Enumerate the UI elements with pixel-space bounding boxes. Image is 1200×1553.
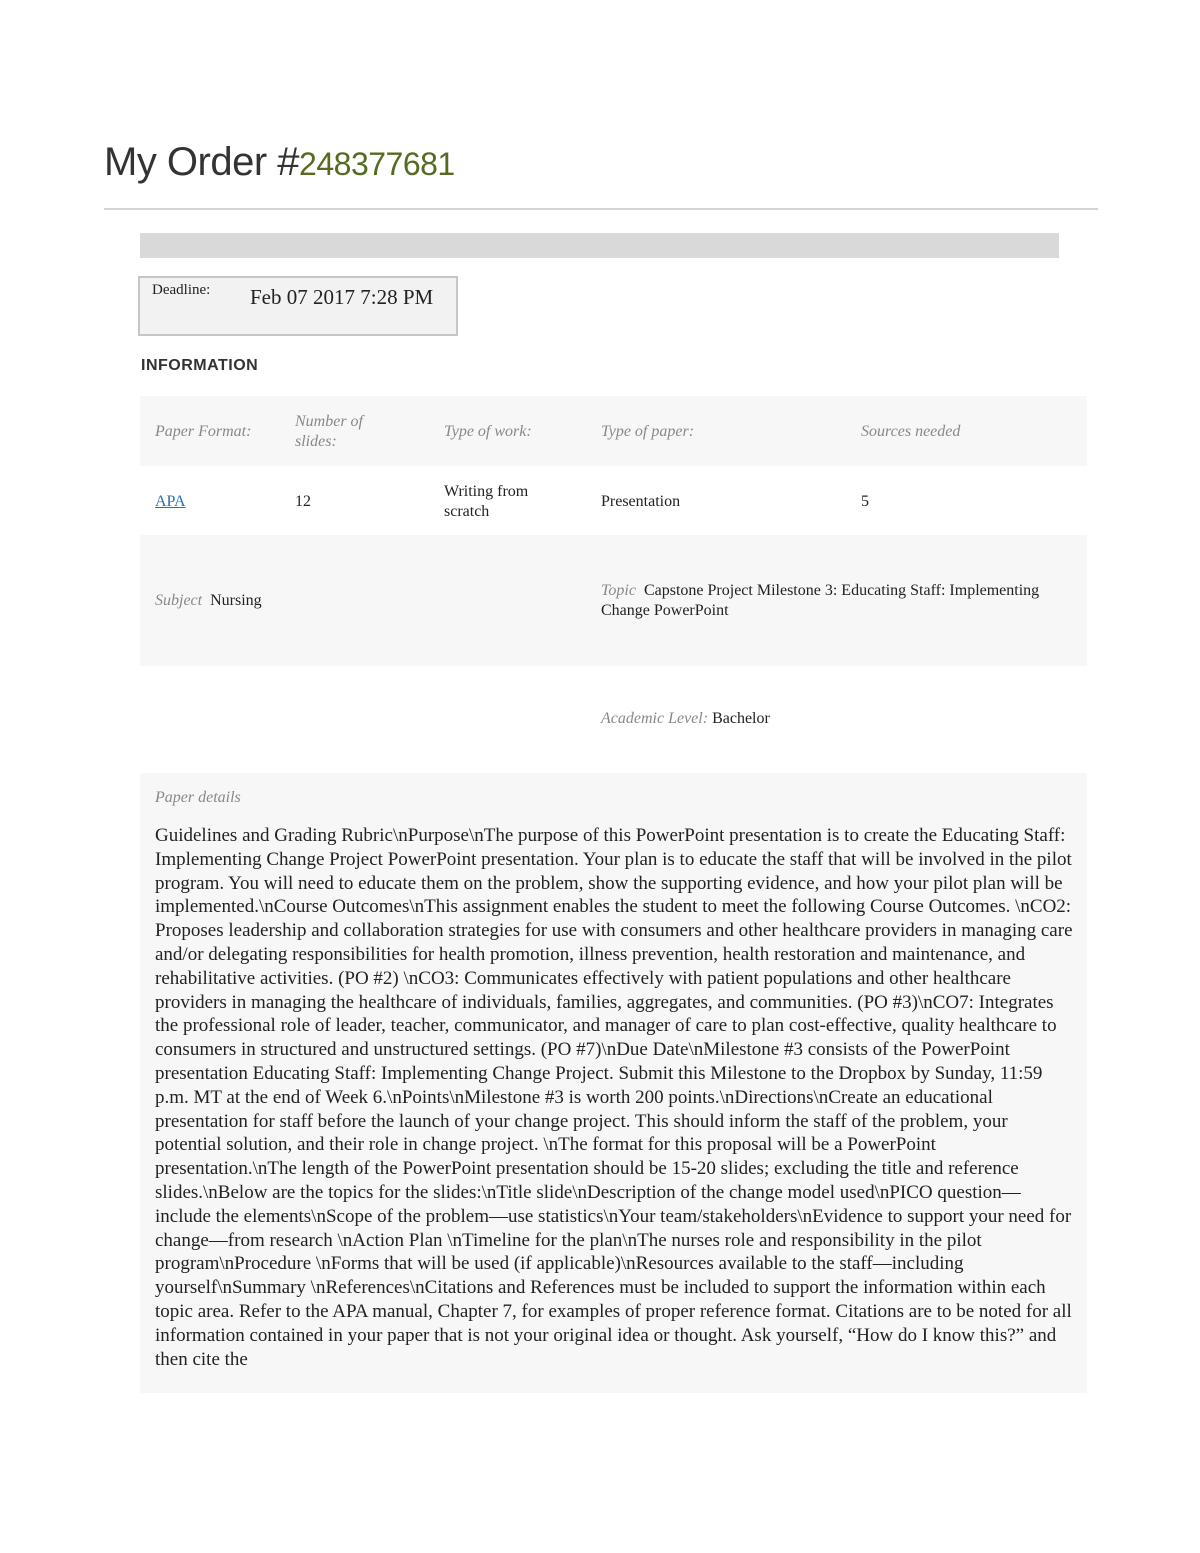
paper-details-box <box>140 773 1087 1393</box>
subject-label: Subject <box>155 592 203 609</box>
type-of-work-value: Writing from scratch <box>444 483 529 520</box>
topic-label: Topic <box>601 582 636 599</box>
type-of-paper-value: Presentation <box>601 493 681 510</box>
academic-level-field <box>601 709 770 729</box>
information-heading: INFORMATION <box>141 357 259 374</box>
academic-level-value: Bachelor <box>712 710 770 727</box>
type-of-paper-label: Type of paper: <box>601 423 695 440</box>
type-of-work-label: Type of work: <box>444 423 532 440</box>
deadline-box <box>138 276 458 336</box>
page-title <box>104 140 455 185</box>
number-of-slides-label: Number of slides: <box>295 413 363 450</box>
number-of-slides-value: 12 <box>295 493 311 510</box>
paper-details-text: Guidelines and Grading Rubric\nPurpose\nThe purpose of this PowerPoint presentation is to create the Educating Staff: Implementing Change Project PowerPoint presentation. Your plan is to educate the staff that will be involved in the pilot program. You will need to educate them on the problem, show the supporting evidence, and how your pilot plan will be implemented.\nCourse Outcomes\nThis assignment enables the student to meet the following Course Outcomes. \nCO2: Proposes leadership and collaboration strategies for use with consumers and other healthcare providers in managing care and/or delegating responsibilities for health promotion, illness prevention, health restoration and maintenance, and rehabilitative activities. (PO #2) \nCO3: Communicates effectively with patient populations and other healthcare providers in managing the healthcare of individuals, families, aggregates, and communities. (PO #3)\nCO7: Integrates the professional role of leader, teacher, communicator, and manager of care to plan cost-effective, quality healthcare to consumers in structured and unstructured settings. (PO #7)\nDue Date\nMilestone #3 consists of the PowerPoint presentation Educating Staff: Implementing Change Project. Submit this Milestone to the Dropbox by Sunday, 11:59 p.m. MT at the end of Week 6.\nPoints\nMilestone #3 is worth 200 points.\nDirections\nCreate an educational presentation for staff before the launch of your change project. This should inform the staff of the problem, your potential solution, and their role in change project. \nThe format for this proposal will be a PowerPoint presentation.\nThe length of the PowerPoint presentation should be 15-20 slides; excluding the title and reference slides.\nBelow are the topics for the slides:\nTitle slide\nDescription of the change model used\nPICO question—include the elements\nScope of the problem—use statistics\nYour team/stakeholders\nEvidence to support your need for change—from research \nAction Plan \nTimeline for the plan\nThe nurses role and responsibility in the pilot program\nProcedure \nForms that will be used (if applicable)\nResources available to the staff—including yourself\nSummary \nReferences\nCitations and References must be included to support the information within each topic area. Refer to the APA manual, Chapter 7, for examples of proper reference format. Citations are to be noted for all information contained in your paper that is not your original idea or thought. Ask yourself, “How do I know this?” and then cite the <box>155 825 1073 1370</box>
topic-field <box>601 581 1041 621</box>
title-divider <box>104 208 1098 210</box>
sources-needed-value: 5 <box>861 493 869 510</box>
paper-format-label: Paper Format: <box>155 423 252 440</box>
subject-value: Nursing <box>210 592 262 609</box>
deadline-label: Deadline: <box>152 282 211 298</box>
page-title-prefix: My Order # <box>104 140 300 184</box>
status-bar <box>140 233 1059 258</box>
deadline-value: Feb 07 2017 7:28 PM <box>250 285 434 309</box>
sources-needed-label: Sources needed <box>861 423 961 440</box>
order-number: 248377681 <box>299 146 455 182</box>
paper-details-label: Paper details <box>155 789 241 806</box>
topic-value: Capstone Project Milestone 3: Educating Staff: Implementing Change PowerPoint <box>601 582 1040 619</box>
academic-level-label: Academic Level: <box>601 710 709 727</box>
subject-field <box>155 591 262 611</box>
paper-format-link[interactable]: APA <box>155 493 186 510</box>
